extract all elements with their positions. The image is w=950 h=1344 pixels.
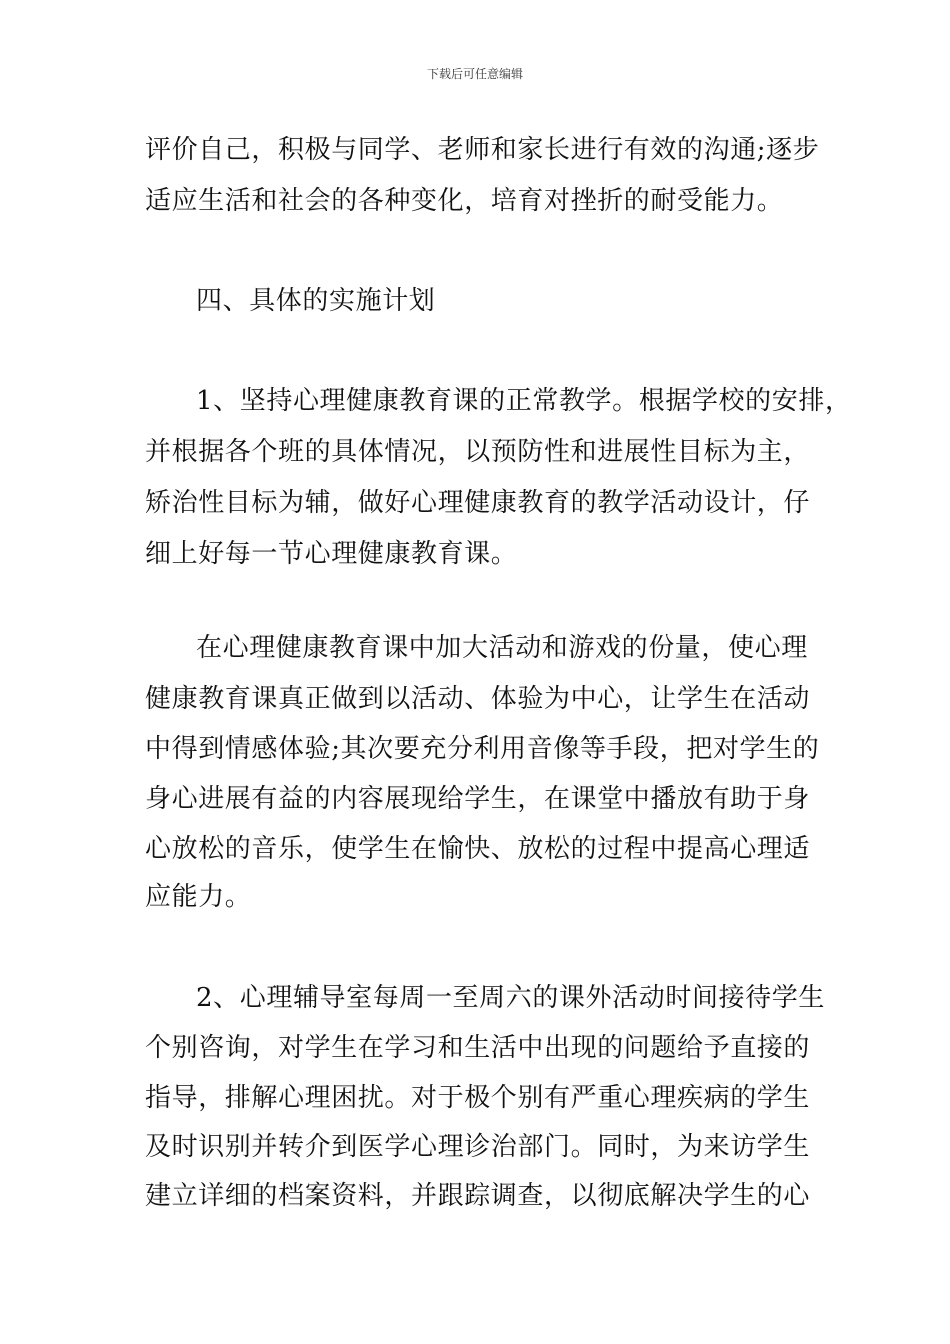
text-line: 及时识别并转介到医学心理诊治部门。同时，为来访学生: [145, 1132, 811, 1162]
text-line: 心放松的音乐，使学生在愉快、放松的过程中提高心理适: [145, 834, 811, 864]
text-line: 2、心理辅导室每周一至周六的课外活动时间接待学生: [196, 983, 825, 1013]
text-line: 细上好每一节心理健康教育课。: [145, 539, 518, 569]
text-line: 矫治性目标为辅，做好心理健康教育的教学活动设计，仔: [145, 488, 811, 518]
text-line: 应能力。: [145, 882, 252, 912]
text-line: 1、坚持心理健康教育课的正常教学。根据学校的安排，: [196, 386, 852, 416]
text-line: 并根据各个班的具体情况，以预防性和进展性目标为主，: [145, 437, 811, 467]
text-line: 健康教育课真正做到以活动、体验为中心，让学生在活动: [145, 684, 811, 714]
text-line: 中得到情感体验;其次要充分利用音像等手段，把对学生的: [145, 734, 820, 764]
text-line: 评价自己，积极与同学、老师和家长进行有效的沟通;逐步: [145, 135, 820, 165]
text-line: 在心理健康教育课中加大活动和游戏的份量，使心理: [196, 633, 808, 663]
text-line: 建立详细的档案资料，并跟踪调查，以彻底解决学生的心: [145, 1181, 811, 1211]
text-line: 指导，排解心理困扰。对于极个别有严重心理疾病的学生: [145, 1083, 811, 1113]
text-line: 适应生活和社会的各种变化，培育对挫折的耐受能力。: [145, 186, 784, 216]
text-line: 个别咨询，对学生在学习和生活中出现的问题给予直接的: [145, 1033, 811, 1063]
section-heading: 四、具体的实施计划: [196, 286, 436, 316]
page-header: 下载后可任意编辑: [426, 67, 523, 81]
text-line: 身心进展有益的内容展现给学生，在课堂中播放有助于身: [145, 784, 811, 814]
